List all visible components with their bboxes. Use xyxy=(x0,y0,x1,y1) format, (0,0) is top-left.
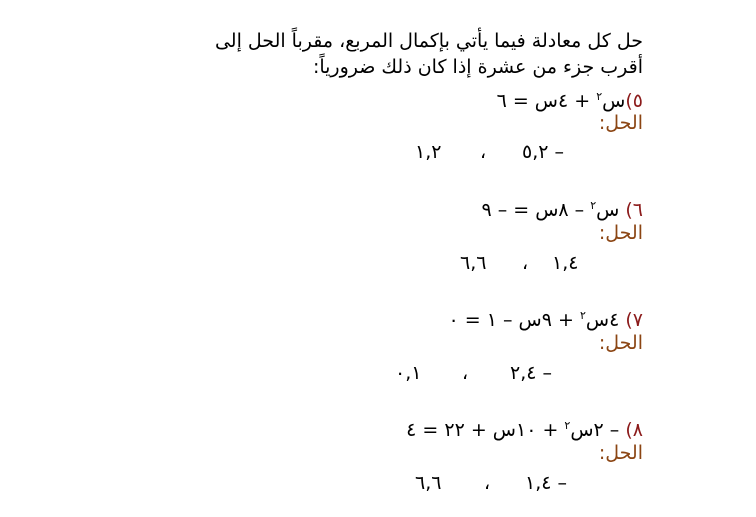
equation-start: س xyxy=(602,90,626,112)
instruction-text xyxy=(123,28,643,80)
answer-separator: ، xyxy=(484,472,491,494)
instruction-line-2: أقرب جزء من عشرة إذا كان ذلك ضرورياً: xyxy=(312,56,643,78)
problem-6-equation xyxy=(83,193,643,223)
solution-label: الحل: xyxy=(598,332,643,354)
answer-value: ٠,١ xyxy=(395,362,422,384)
exponent: ٢ xyxy=(590,199,597,212)
instruction-line-1: حل كل معادلة فيما يأتي بإكمال المربع، مقرباً الحل إلى xyxy=(214,30,643,52)
exponent: ٢ xyxy=(564,419,571,432)
solution-label: الحل: xyxy=(598,442,643,464)
problem-number: ٧) xyxy=(625,309,643,331)
answer-separator: ، xyxy=(480,141,487,163)
equation-rest: + ١٠س + ٢٢ = ٤ xyxy=(406,419,565,441)
problem-number: ٥) xyxy=(625,90,643,112)
exponent: ٢ xyxy=(596,90,603,103)
answer-value: – ٢,٤ xyxy=(510,362,552,384)
problem-7-equation xyxy=(83,303,643,333)
answer-value: ١,٤ xyxy=(552,252,579,274)
equation-rest: + ٩س – ١ = ٠ xyxy=(448,309,580,331)
exponent: ٢ xyxy=(579,309,586,322)
equation-rest: – ٨س = – ٩ xyxy=(481,199,591,221)
problem-number: ٦) xyxy=(625,199,643,221)
answer-value: ٦,٦ xyxy=(415,472,442,494)
solution-label: الحل: xyxy=(598,112,643,134)
solution-label: الحل: xyxy=(598,222,643,244)
answer-value: ١,٢ xyxy=(415,141,442,163)
problem-number: ٨) xyxy=(625,419,643,441)
answer-value: – ٥,٢ xyxy=(522,141,564,163)
problem-5-equation xyxy=(83,84,643,114)
equation-start: – ٢س xyxy=(570,419,626,441)
equation-start: ٤س xyxy=(585,309,626,331)
answer-separator: ، xyxy=(522,252,529,274)
equation-rest: + ٤س = ٦ xyxy=(496,90,597,112)
answer-value: ٦,٦ xyxy=(460,252,487,274)
answer-separator: ، xyxy=(462,362,469,384)
equation-start: س xyxy=(596,199,626,221)
answer-value: – ١,٤ xyxy=(525,472,567,494)
problem-8-equation xyxy=(83,413,643,443)
